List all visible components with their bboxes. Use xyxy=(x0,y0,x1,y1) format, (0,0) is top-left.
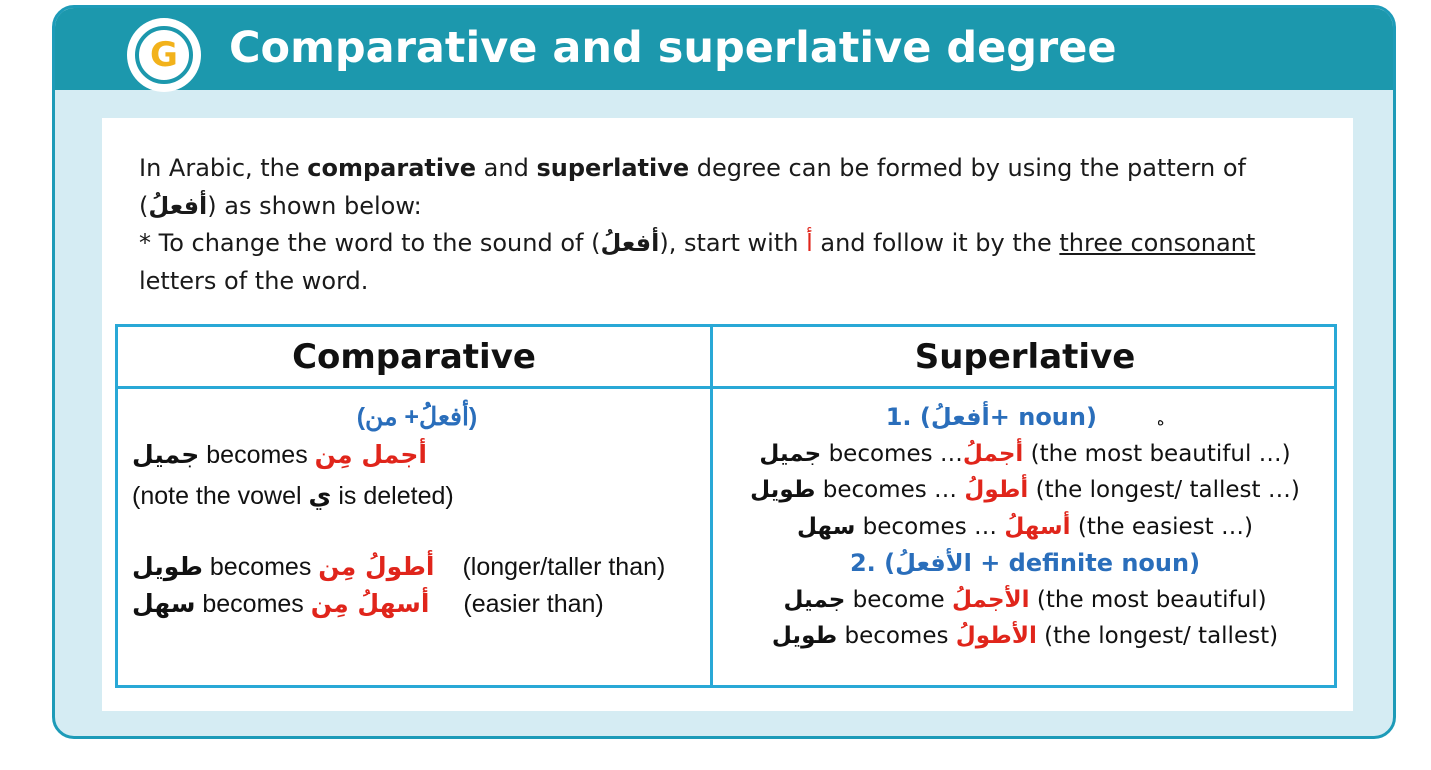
superlative-form: أسهلُ xyxy=(1004,513,1071,540)
note-text: is deleted) xyxy=(331,482,454,510)
comparative-form: أجمل مِن xyxy=(314,440,427,469)
gloss-text: (the most beautiful) xyxy=(1029,586,1267,613)
header-divider xyxy=(118,386,1334,389)
base-word: سهل xyxy=(797,513,856,540)
intro-text-part: ), start with xyxy=(659,229,807,257)
base-word: سهل xyxy=(132,589,196,618)
note-row xyxy=(132,477,702,514)
comparative-header: Comparative xyxy=(292,336,536,377)
base-word: جميل xyxy=(759,440,822,467)
comparative-term: comparative xyxy=(307,154,477,182)
example-row xyxy=(132,548,702,585)
superlative-form: الأطولُ xyxy=(955,623,1037,649)
superlative-rule-row xyxy=(713,545,1337,582)
example-row xyxy=(132,585,702,622)
base-word: طويل xyxy=(132,552,203,581)
comparative-column xyxy=(132,399,702,622)
comparative-formula-row xyxy=(132,399,702,436)
example-row xyxy=(713,436,1337,473)
pattern-arabic: أفعلُ xyxy=(600,229,660,257)
comparative-form: أسهلُ مِن xyxy=(310,589,430,618)
gloss-text: (longer/taller than) xyxy=(462,553,666,581)
example-row xyxy=(713,582,1337,619)
superlative-rule-2: 2. (الأفعلُ + definite noun) xyxy=(849,549,1201,577)
becomes-text: becomes … xyxy=(821,440,963,467)
base-word: جميل xyxy=(783,586,846,613)
gloss-text: (the easiest …) xyxy=(1070,513,1253,540)
gloss-text: (the most beautiful …) xyxy=(1023,440,1291,467)
becomes-text: becomes … xyxy=(815,477,965,503)
superlative-form: الأجملُ xyxy=(952,586,1030,613)
logo-letter: G xyxy=(135,26,193,84)
degree-table xyxy=(115,324,1337,688)
intro-text-part: and follow it by the xyxy=(812,229,1060,257)
superlative-form: أطولُ xyxy=(964,477,1029,503)
logo-icon xyxy=(127,18,201,92)
content-panel xyxy=(102,118,1353,711)
page-title: Comparative and superlative degree xyxy=(229,23,1117,73)
example-row xyxy=(132,436,702,473)
pattern-arabic: أفعلُ xyxy=(148,191,208,220)
superlative-rule-1: 1. (أفعلُ+ noun) xyxy=(885,403,1097,431)
header-bar xyxy=(55,8,1393,90)
example-row xyxy=(713,509,1337,546)
superlative-header: Superlative xyxy=(914,336,1136,377)
gloss-text: (easier than) xyxy=(463,590,604,618)
example-row xyxy=(713,618,1337,655)
superlative-column xyxy=(713,399,1337,655)
gloss-text: (the longest/ tallest …) xyxy=(1028,477,1300,503)
becomes-text: becomes xyxy=(199,441,315,469)
gloss-text: (the longest/ tallest) xyxy=(1036,623,1279,649)
note-letter: ي xyxy=(308,481,332,510)
superlative-form: أجملُ xyxy=(962,440,1024,467)
alif-letter: أ xyxy=(806,229,813,257)
becomes-text: become xyxy=(845,586,953,613)
comparative-formula: (أفعلُ+ من) xyxy=(356,403,478,431)
becomes-text: becomes xyxy=(195,590,311,618)
intro-text-part: and xyxy=(476,154,537,182)
intro-text-part: In Arabic, the xyxy=(139,154,308,182)
intro-text-part: * To change the word to the sound of ( xyxy=(139,229,601,257)
base-word: طويل xyxy=(771,623,838,649)
note-text: (note the vowel xyxy=(132,482,309,510)
intro-text-part: ) as shown below: xyxy=(207,191,422,220)
superlative-term: superlative xyxy=(536,154,690,182)
base-word: طويل xyxy=(750,477,816,503)
superlative-rule-row xyxy=(713,399,1337,436)
base-word: جميل xyxy=(132,440,200,469)
stray-mark: ه xyxy=(1156,413,1165,429)
becomes-text: becomes xyxy=(837,623,956,649)
underlined-term: three consonant xyxy=(1059,229,1256,257)
intro-text-part: letters of the word. xyxy=(139,266,369,295)
example-row xyxy=(713,472,1337,509)
lesson-card xyxy=(52,5,1396,739)
intro-text xyxy=(139,150,1319,300)
intro-text-part: degree can be formed by using the pattern of ( xyxy=(139,154,1246,220)
becomes-text: becomes xyxy=(202,553,319,581)
comparative-form: أطولُ مِن xyxy=(318,552,435,581)
becomes-text: becomes … xyxy=(855,513,1005,540)
